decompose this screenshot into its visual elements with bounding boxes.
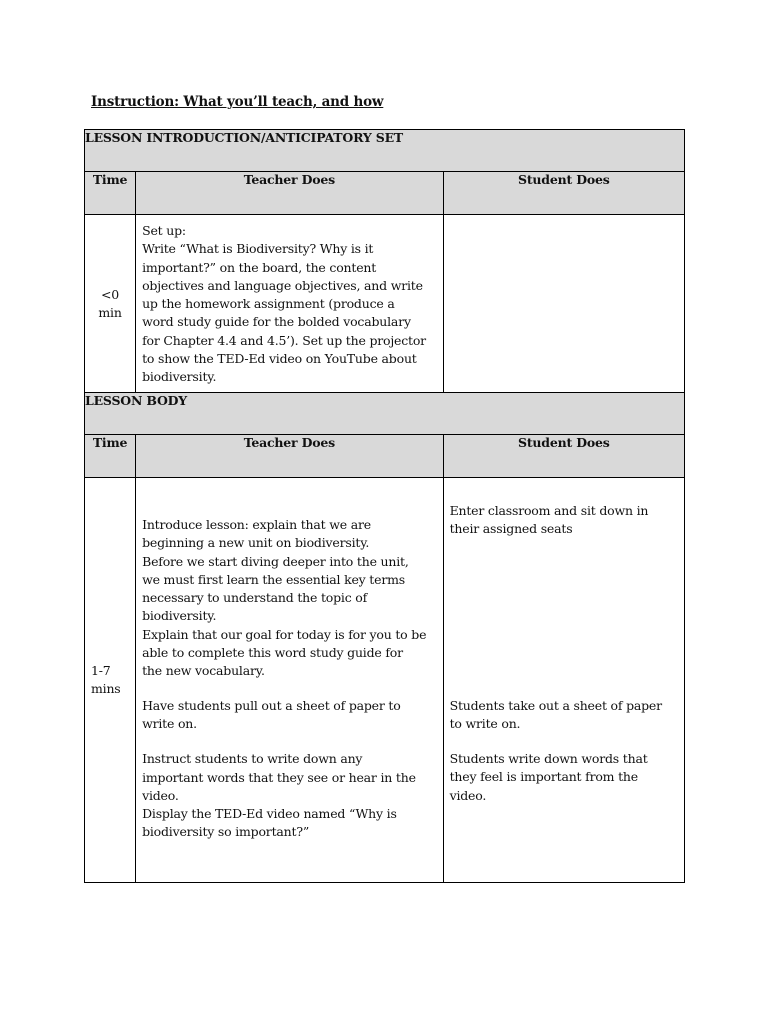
student-text (444, 478, 684, 805)
text-line: Explain that our goal for today is for you to be (142, 626, 427, 642)
section-row-body (85, 393, 685, 435)
text-line: to show the TED-Ed video on YouTube about (142, 351, 417, 367)
text-line: their assigned seats (449, 521, 573, 537)
text-line: we must first learn the essential key terms (142, 571, 405, 587)
text-line: objectives and language objectives, and write (142, 277, 423, 293)
column-header-teacher: Teacher Does (136, 172, 444, 215)
student-cell (443, 478, 684, 883)
text-line: Students take out a sheet of paper (449, 697, 662, 713)
text-line: Instruct students to write down any (142, 751, 363, 767)
header-row (85, 435, 685, 478)
text-line: Display the TED-Ed video named “Why is (142, 806, 397, 822)
column-header-time: Time (85, 435, 136, 478)
time-cell (85, 215, 136, 393)
text-line: Before we start diving deeper into the unit, (142, 553, 409, 569)
text-line: Students write down words that (449, 751, 648, 767)
text-line: write on. (142, 715, 197, 731)
section-title: LESSON BODY (85, 393, 685, 435)
table-row (85, 478, 685, 883)
text-line: Write “What is Biodiversity? Why is it (142, 241, 374, 257)
section-row-introduction (85, 130, 685, 172)
section-title: LESSON INTRODUCTION/ANTICIPATORY SET (85, 130, 685, 172)
text-line: important?” on the board, the content (142, 259, 377, 275)
text-line: up the homework assignment (produce a (142, 296, 395, 312)
text-line: word study guide for the bolded vocabulary (142, 314, 411, 330)
time-unit: min (98, 304, 122, 320)
header-row (85, 172, 685, 215)
text-line: to write on. (449, 715, 521, 731)
text-line: Have students pull out a sheet of paper to (142, 697, 401, 713)
teacher-cell (136, 215, 444, 393)
text-line: beginning a new unit on biodiversity. (142, 535, 370, 551)
table-row (85, 215, 685, 393)
text-line: Enter classroom and sit down in (449, 503, 649, 518)
text-line: Set up: (142, 223, 186, 238)
lesson-plan-table (84, 129, 685, 883)
text-line: the new vocabulary. (142, 663, 265, 679)
time-value: <0 (101, 286, 120, 302)
text-line: video. (449, 787, 487, 803)
time-unit: mins (91, 681, 121, 696)
document-heading: Instruction: What you’ll teach, and how (91, 94, 384, 110)
text-line: Introduce lesson: explain that we are (142, 517, 371, 532)
column-header-student: Student Does (443, 435, 684, 478)
column-header-teacher: Teacher Does (136, 435, 444, 478)
text-line: for Chapter 4.4 and 4.5’). Set up the projector (142, 332, 426, 348)
teacher-text (136, 215, 443, 387)
text-line: able to complete this word study guide for (142, 645, 403, 661)
teacher-cell (136, 478, 444, 883)
teacher-text (136, 478, 443, 842)
text-line: important words that they see or hear in the (142, 769, 416, 785)
text-line: they feel is important from the (449, 769, 638, 785)
text-line: biodiversity. (142, 369, 217, 385)
text-line: necessary to understand the topic of (142, 590, 368, 606)
text-line: biodiversity so important?” (142, 824, 310, 840)
column-header-student: Student Does (443, 172, 684, 215)
student-cell (443, 215, 684, 393)
time-cell (85, 478, 136, 883)
time-value: 1-7 (91, 663, 111, 678)
column-header-time: Time (85, 172, 136, 215)
text-line: video. (142, 787, 179, 803)
text-line: biodiversity. (142, 608, 217, 624)
